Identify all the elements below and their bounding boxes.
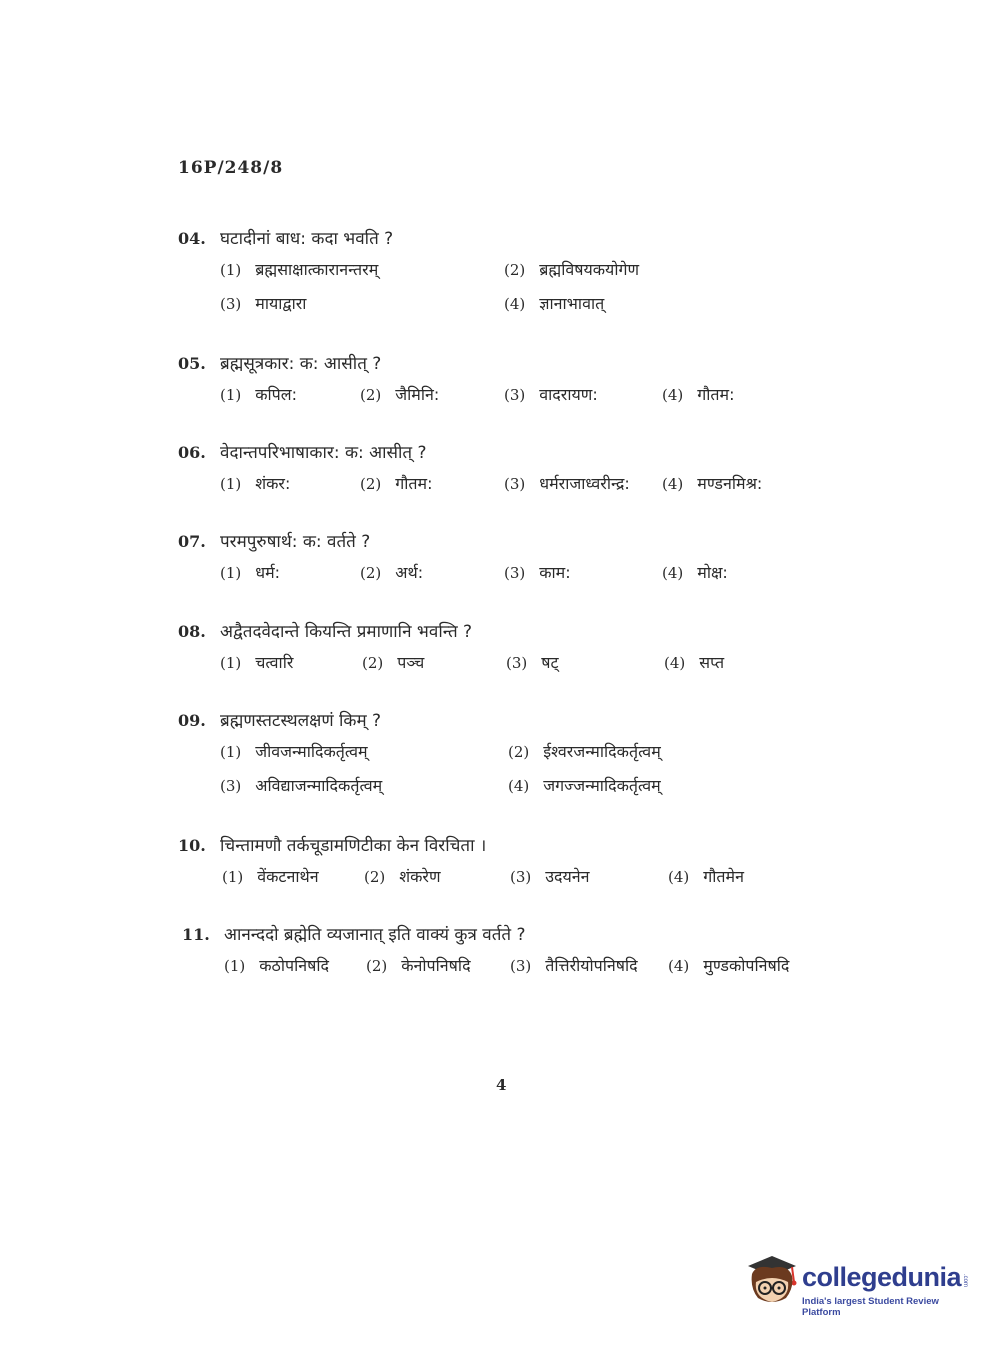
- option-3: (3) तैत्तिरीयोपनिषदि: [510, 956, 638, 975]
- option-2: (2) केनोपनिषदि: [366, 956, 471, 975]
- question-text: घटादीनां बाध: कदा भवति ?: [220, 229, 394, 249]
- question-number: 06.: [178, 443, 206, 462]
- question-07: [178, 529, 878, 589]
- option-3: (3) वादरायण:: [504, 385, 598, 404]
- student-mascot-icon: [742, 1252, 800, 1312]
- question-text: ब्रह्मसूत्रकार: क: आसीत् ?: [220, 354, 382, 374]
- question-text: वेदान्तपरिभाषाकार: क: आसीत् ?: [220, 443, 427, 463]
- question-number: 08.: [178, 622, 206, 641]
- option-2: (2) ब्रह्मविषयकयोगेण: [504, 260, 640, 279]
- brand-tagline: India's largest Student Review Platform: [802, 1296, 939, 1318]
- option-3: (3) उदयनेन: [510, 867, 590, 886]
- option-1: (1) चत्वारि: [220, 653, 294, 672]
- brand-suffix: .com: [962, 1274, 968, 1288]
- option-4: (4) जगज्जन्मादिकर्तृत्वम्: [508, 776, 661, 795]
- question-number: 04.: [178, 229, 206, 248]
- question-text: चिन्तामणौ तर्कचूडामणिटीका केन विरचिता ।: [220, 836, 487, 856]
- option-2: (2) गौतम:: [360, 474, 433, 493]
- question-number: 07.: [178, 532, 206, 551]
- option-1: (1) कठोपनिषदि: [224, 956, 329, 975]
- question-11: [182, 922, 882, 982]
- option-3: (3) धर्मराजाध्वरीन्द्र:: [504, 474, 630, 493]
- option-3: (3) अविद्याजन्मादिकर्तृत्वम्: [220, 776, 383, 795]
- question-text: परमपुरुषार्थ: क: वर्तते ?: [220, 532, 371, 552]
- option-3: (3) काम:: [504, 563, 571, 582]
- option-2: (2) अर्थ:: [360, 563, 424, 582]
- question-number: 05.: [178, 354, 206, 373]
- option-4: (4) मण्डनमिश्र:: [662, 474, 763, 493]
- question-05: [178, 351, 878, 411]
- question-08: [178, 619, 878, 679]
- option-4: (4) गौतम:: [662, 385, 735, 404]
- question-text: अद्वैतदवेदान्ते कियन्ति प्रमाणानि भवन्ति ?: [220, 622, 473, 642]
- option-1: (1) कपिल:: [220, 385, 298, 404]
- option-1: (1) शंकर:: [220, 474, 291, 493]
- brand-name: collegedunia: [802, 1262, 962, 1292]
- option-2: (2) ईश्वरजन्मादिकर्तृत्वम्: [508, 742, 661, 761]
- option-4: (4) सप्त: [664, 653, 725, 672]
- option-1: (1) धर्म:: [220, 563, 281, 582]
- collegedunia-logo: [742, 1252, 972, 1318]
- option-4: (4) गौतमेन: [668, 867, 744, 886]
- question-number: 11.: [182, 925, 210, 944]
- option-2: (2) पञ्च: [362, 653, 425, 672]
- question-text: ब्रह्मणस्तटस्थलक्षणं किम् ?: [220, 711, 382, 731]
- option-4: (4) मोक्ष:: [662, 563, 728, 582]
- question-number: 10.: [178, 836, 206, 855]
- question-04: [178, 226, 878, 320]
- option-3: (3) षट्: [506, 653, 559, 672]
- option-4: (4) मुण्डकोपनिषदि: [668, 956, 790, 975]
- question-06: [178, 440, 878, 500]
- option-2: (2) शंकरेण: [364, 867, 441, 886]
- question-text: आनन्ददो ब्रह्मेति व्यजानात् इति वाक्यं कुत्र वर्तते ?: [224, 925, 526, 945]
- question-09: [178, 708, 878, 802]
- option-3: (3) मायाद्वारा: [220, 294, 307, 313]
- page-number: 4: [496, 1076, 507, 1094]
- question-10: [178, 833, 878, 893]
- option-1: (1) वेंकटनाथेन: [222, 867, 319, 886]
- paper-code: 16P/248/8: [178, 158, 284, 178]
- option-2: (2) जैमिनि:: [360, 385, 440, 404]
- option-1: (1) ब्रह्मसाक्षात्कारानन्तरम्: [220, 260, 379, 279]
- option-1: (1) जीवजन्मादिकर्तृत्वम्: [220, 742, 368, 761]
- question-number: 09.: [178, 711, 206, 730]
- option-4: (4) ज्ञानाभावात्: [504, 294, 605, 313]
